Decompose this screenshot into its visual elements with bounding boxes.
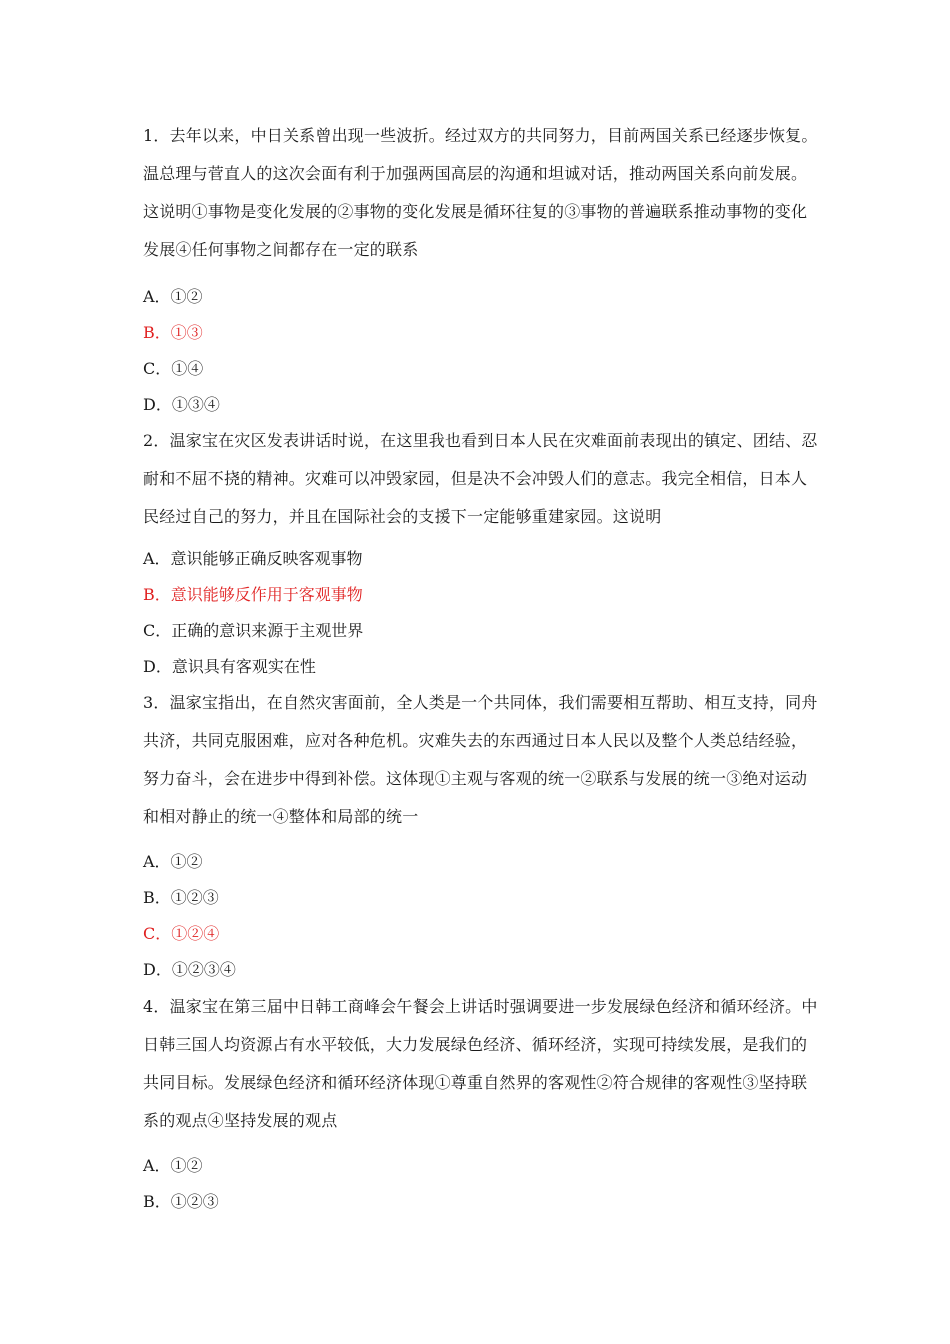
question-1-option-c: C．①④ [143, 359, 204, 378]
question-1-option-b-answer: B．①③ [143, 323, 203, 342]
question-4-option-b: B．①②③ [143, 1192, 219, 1211]
question-2-option-d: D．意识具有客观实在性 [143, 657, 316, 676]
question-2-option-a: A．意识能够正确反映客观事物 [143, 549, 363, 568]
question-3-option-c-answer: C．①②④ [143, 924, 220, 943]
question-2-stem: 2．温家宝在灾区发表讲话时说，在这里我也看到日本人民在灾难面前表现出的镇定、团结、忍耐和不屈不挠的精神。灾难可以冲毁家园，但是决不会冲毁人们的意志。我完全相信，日本人民经过自己的努力，并且在国际社会的支援下一定能够重建家园。这说明 [143, 431, 818, 526]
question-3-stem: 3．温家宝指出，在自然灾害面前，全人类是一个共同体，我们需要相互帮助、相互支持，同舟共济，共同克服困难，应对各种危机。灾难失去的东西通过日本人民以及整个人类总结经验，努力奋斗，会在进步中得到补偿。这体现①主观与客观的统一②联系与发展的统一③绝对运动和相对静止的统一④整体和局部的统一 [143, 693, 818, 826]
question-1-option-a: A．①② [143, 287, 203, 306]
question-3-option-b: B．①②③ [143, 888, 219, 907]
question-3-option-a: A．①② [143, 852, 203, 871]
question-2-option-b-answer: B．意识能够反作用于客观事物 [143, 585, 363, 604]
question-2-option-c: C．正确的意识来源于主观世界 [143, 621, 364, 640]
question-1-stem: 1．去年以来，中日关系曾出现一些波折。经过双方的共同努力，目前两国关系已经逐步恢复。温总理与菅直人的这次会面有利于加强两国高层的沟通和坦诚对话，推动两国关系向前发展。这说明①事物是变化发展的②事物的变化发展是循环往复的③事物的普遍联系推动事物的变化发展④任何事物之间都存在一定的联系 [143, 126, 818, 259]
question-3-option-d: D．①②③④ [143, 960, 236, 979]
question-4-stem: 4．温家宝在第三届中日韩工商峰会午餐会上讲话时强调要进一步发展绿色经济和循环经济。中日韩三国人均资源占有水平较低，大力发展绿色经济、循环经济，实现可持续发展，是我们的共同目标。发展绿色经济和循环经济体现①尊重自然界的客观性②符合规律的客观性③坚持联系的观点④坚持发展的观点 [143, 997, 818, 1130]
question-4-option-a: A．①② [143, 1156, 203, 1175]
question-1-option-d: D．①③④ [143, 395, 220, 414]
